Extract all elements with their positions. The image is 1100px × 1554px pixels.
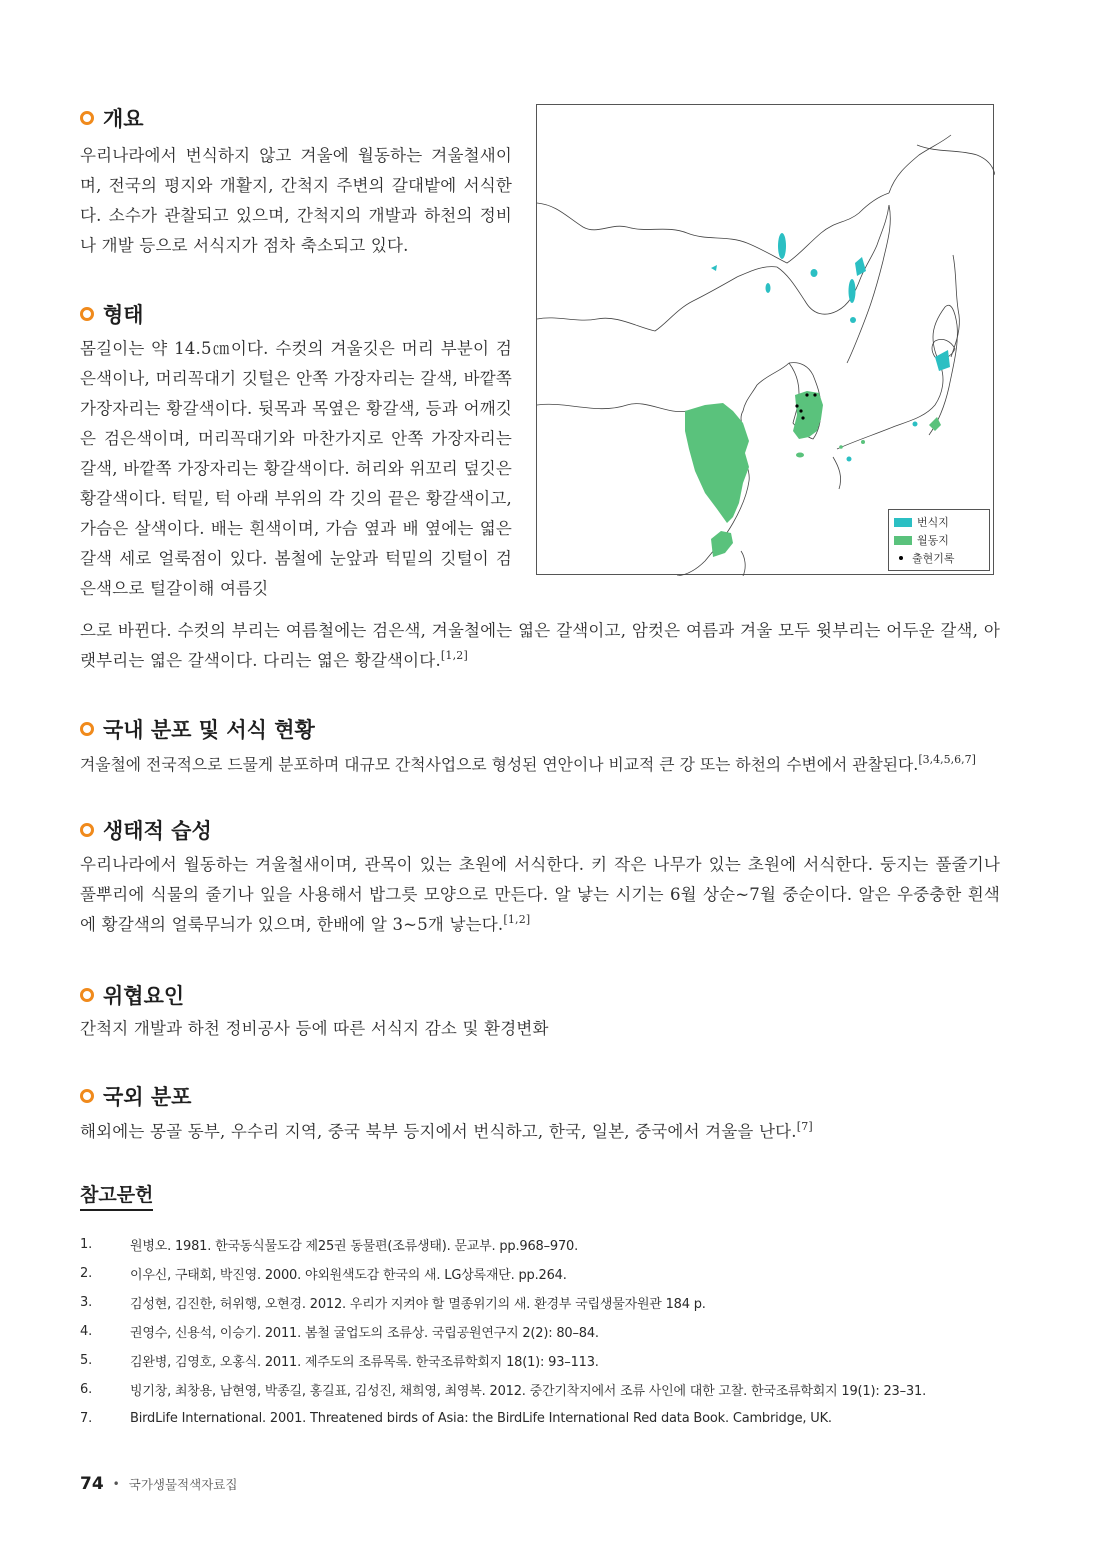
wintering-area (839, 445, 843, 449)
record-point (813, 393, 816, 396)
legend-record-label: 출현기록 (912, 552, 955, 565)
reference-item (80, 1404, 1010, 1433)
coastline (833, 457, 841, 489)
heading-ecology-text: 생태적 습성 (103, 819, 212, 843)
reference-number: 7. (80, 1411, 93, 1426)
reference-item (80, 1259, 1010, 1288)
reference-item (80, 1230, 1010, 1259)
distribution-map (536, 104, 994, 575)
reference-text: BirdLife International. 2001. Threatened birds of Asia: the BirdLife International Red data Book. Cambridge, UK. (130, 1411, 832, 1426)
reference-number: 4. (80, 1324, 93, 1339)
coastline (951, 255, 959, 357)
reference-text: 김성현, 김진한, 허위행, 오현경. 2012. 우리가 지켜야 할 멸종위기의 새. 환경부 국립생물자원관 184 p. (130, 1297, 706, 1312)
reference-item (80, 1317, 1010, 1346)
breeding-area (766, 283, 771, 293)
bullet-icon (80, 111, 94, 125)
overseas-text-body: 해외에는 몽골 동부, 우수리 지역, 중국 북부 등지에서 번식하고, 한국, 일본, 중국에서 겨울을 난다. (80, 1122, 797, 1141)
wintering-area (929, 417, 941, 431)
legend-wintering-label: 월동지 (917, 534, 949, 547)
coastline (847, 135, 951, 363)
breeding-area (913, 422, 918, 427)
wintering-area (796, 453, 804, 458)
wintering-area (861, 440, 865, 444)
reference-text: 빙기창, 최창용, 남현영, 박종길, 홍길표, 김성진, 채희영, 최영복. 2012. 중간기착지에서 조류 사인에 대한 고찰. 한국조류학회지 19(1): 23–31. (130, 1384, 927, 1399)
record-point (799, 409, 802, 412)
reference-text: 권영수, 신용석, 이승기. 2011. 봄철 굴업도의 조류상. 국립공원연구지 2(2): 80–84. (130, 1326, 599, 1341)
references-title: 참고문헌 (80, 1180, 153, 1211)
map-legend (888, 509, 990, 571)
morphology-text-wide-body: 으로 바뀐다. 수컷의 부리는 여름철에는 검은색, 겨울철에는 엷은 갈색이고, 암컷은 여름과 겨울 모두 윗부리는 어두운 갈색, 아랫부리는 엷은 갈색이다. 다리는 엷은 황갈색이다. (80, 621, 1000, 670)
legend-record (894, 549, 984, 567)
reference-text: 김완병, 김영호, 오홍식. 2011. 제주도의 조류목록. 한국조류학회지 18(1): 93–113. (130, 1355, 599, 1370)
heading-overview (80, 103, 144, 133)
breeding-area (850, 317, 856, 323)
breeding-area (778, 233, 786, 259)
record-point (801, 416, 804, 419)
reference-number: 2. (80, 1266, 93, 1281)
border-line (537, 193, 889, 263)
heading-threats-text: 위협요인 (103, 984, 185, 1008)
heading-morphology (80, 299, 144, 329)
coastline (741, 551, 745, 576)
breeding-area (855, 257, 866, 276)
reference-item (80, 1346, 1010, 1375)
border-line (537, 404, 687, 412)
breeding-area (935, 350, 950, 371)
reference-text: 원병오. 1981. 한국동식물도감 제25권 동물편(조류생태). 문교부. pp.968–970. (130, 1239, 579, 1254)
references-list (80, 1230, 1010, 1433)
reference-item (80, 1375, 1010, 1404)
ecology-text (80, 850, 1000, 940)
breeding-area (811, 269, 818, 277)
breeding-areas (711, 233, 950, 462)
record-point (795, 404, 798, 407)
legend-breeding (894, 513, 984, 531)
page-footer (80, 1474, 237, 1494)
reference-number: 5. (80, 1353, 93, 1368)
reference-number: 6. (80, 1382, 93, 1397)
domestic-citation: [3,4,5,6,7] (918, 753, 976, 766)
domestic-text-body: 겨울철에 전국적으로 드물게 분포하며 대규모 간척사업으로 형성된 연안이나 비교적 큰 강 또는 하천의 수변에서 관찰된다. (80, 755, 919, 774)
map-svg (537, 105, 995, 576)
reference-text: 이우신, 구태회, 박진영. 2000. 야외원색도감 한국의 새. LG상록재단. pp.264. (130, 1268, 567, 1283)
heading-domestic-text: 국내 분포 및 서식 현황 (103, 718, 315, 742)
wintering-area (793, 391, 823, 439)
legend-breeding-label: 번식지 (917, 516, 949, 529)
overseas-citation: [7] (796, 1120, 813, 1133)
heading-overseas (80, 1081, 191, 1111)
heading-domestic (80, 714, 315, 744)
wintering-area (711, 531, 733, 557)
morphology-text-wide (80, 616, 1000, 676)
morphology-citation: [1,2] (440, 649, 468, 662)
heading-overview-text: 개요 (103, 107, 144, 131)
breeding-area (847, 457, 852, 462)
overseas-text (80, 1117, 1000, 1147)
ecology-citation: [1,2] (503, 913, 531, 926)
wintering-swatch (894, 536, 912, 545)
record-point (805, 393, 808, 396)
legend-wintering (894, 531, 984, 549)
breeding-area (849, 279, 856, 303)
record-dot-icon (899, 556, 903, 560)
reference-item (80, 1288, 1010, 1317)
footer-separator: • (112, 1477, 120, 1491)
overview-text: 우리나라에서 번식하지 않고 겨울에 월동하는 겨울철새이며, 전국의 평지와 개활지, 간척지 주변의 갈대밭에 서식한다. 소수가 관찰되고 있으며, 간척지의 개발과 하천의 정비나 개발 등으로 서식지가 점차 축소되고 있다. (80, 146, 512, 255)
border-line (537, 267, 777, 331)
bullet-icon (80, 1089, 94, 1103)
heading-overseas-text: 국외 분포 (103, 1085, 192, 1109)
bullet-icon (80, 823, 94, 837)
footer-title: 국가생물적색자료집 (128, 1477, 238, 1492)
morphology-text-narrow: 몸길이는 약 14.5㎝이다. 수컷의 겨울깃은 머리 부분이 검은색이나, 머리꼭대기 깃털은 안쪽 가장자리는 갈색, 바깥쪽 가장자리는 황갈색이다. 뒷목과 목옆은 황갈색, 등과 어깨깃은 검은색이며, 머리꼭대기와 마찬가지로 안쪽 가장자리는 갈색, 바깥쪽 가장자리는 황갈색이다. 허리와 위꼬리 덮깃은 황갈색이다. 턱밑, 턱 아래 부위의 각 깃의 끝은 황갈색이고, 가슴은 살색이다. 배는 흰색이며, 가슴 옆과 배 옆에는 엷은 갈색 세로 얼룩점이 있다. 봄철에 눈앞과 턱밑의 깃털이 검은색으로 털갈이해 여름깃 (80, 339, 512, 598)
heading-ecology (80, 815, 212, 845)
breeding-swatch (894, 518, 912, 527)
wintering-area (685, 403, 749, 523)
breeding-area (711, 265, 717, 271)
ecology-text-body: 우리나라에서 월동하는 겨울철새이며, 관목이 있는 초원에 서식한다. 키 작은 나무가 있는 초원에 서식한다. 둥지는 풀줄기나 풀뿌리에 식물의 줄기나 잎을 사용해서 밥그릇 모양으로 만든다. 알 낳는 시기는 6월 상순~7월 중순이다. 알은 우중충한 흰색에 황갈색의 얼룩무늬가 있으며, 한배에 알 3~5개 낳는다. (80, 855, 1000, 934)
page-number: 74 (80, 1474, 104, 1494)
bullet-icon (80, 988, 94, 1002)
heading-threats (80, 980, 184, 1010)
bullet-icon (80, 722, 94, 736)
coastline (917, 145, 995, 175)
bullet-icon (80, 307, 94, 321)
reference-number: 1. (80, 1237, 93, 1252)
domestic-text (80, 750, 1000, 780)
border-line (777, 205, 889, 314)
reference-number: 3. (80, 1295, 93, 1310)
threats-text: 간척지 개발과 하천 정비공사 등에 따른 서식지 감소 및 환경변화 (80, 1019, 549, 1038)
heading-morphology-text: 형태 (103, 303, 144, 327)
coastline (837, 305, 957, 449)
